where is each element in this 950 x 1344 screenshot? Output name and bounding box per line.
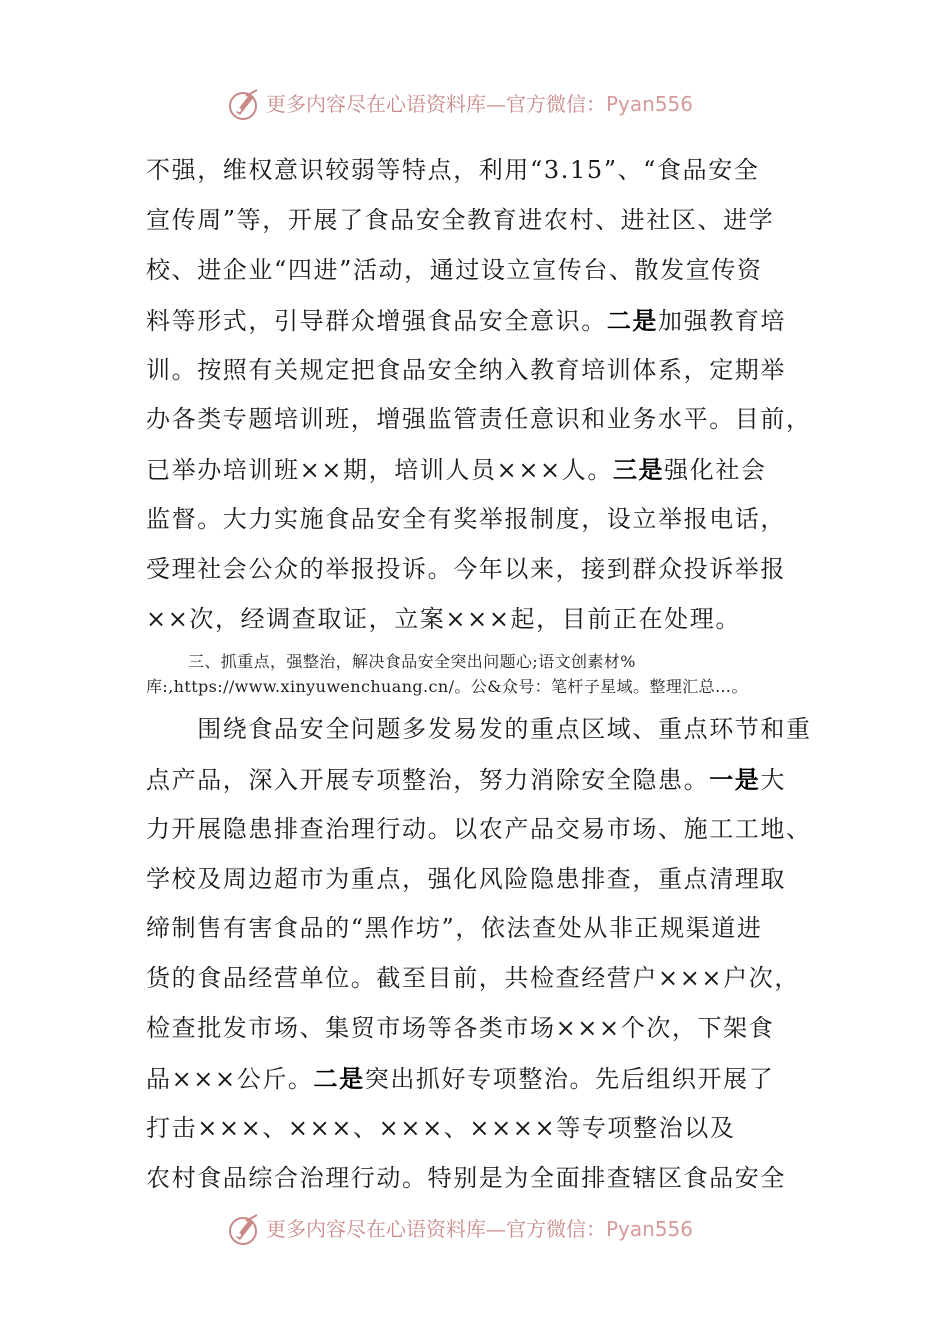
text-segment: 已举办培训班××期，培训人员×××人。 [146,456,613,485]
text-line [146,146,806,196]
text-line [146,904,806,954]
section-heading [146,649,806,699]
document-body [146,146,812,1204]
pen-nib-circle-icon [226,1211,262,1247]
text-line [146,196,806,246]
text-line [146,954,806,1004]
text-segment: 料等形式，引导群众增强食品安全意识。 [146,306,607,335]
text-segment: 农村食品综合治理行动。特别是为全面排查辖区食品安全 [146,1163,786,1192]
watermark-banner-top [0,84,950,124]
emphasis-marker: 二是 [606,305,659,335]
text-line [146,495,806,545]
watermark-text: 更多内容尽在心语资料库—官方微信：Pyan556 [266,1217,694,1241]
text-segment: ××次，经调查取证，立案×××起，目前正在处理。 [146,605,741,634]
text-line [146,855,806,905]
text-line [146,395,812,445]
wechat-id: Pyan556 [606,92,694,116]
watermark-text: 更多内容尽在心语资料库—官方微信：Pyan556 [266,92,694,116]
heading-line: 三、抓重点，强整治，解决食品安全突出问题心;语文创素材% [188,651,636,671]
emphasis-marker: 一是 [709,764,761,794]
text-line [146,1104,806,1154]
text-segment: 训。按照有关规定把食品安全纳入教育培训体系，定期举 [146,355,786,384]
text-segment: 校、进企业“四进”活动，通过设立宣传台、散发宣传资 [146,255,763,284]
text-segment: 宣传周”等，开展了食品安全教育进农村、进社区、进学 [146,205,775,234]
text-line [146,755,806,805]
text-segment: 加强教育培 [658,306,787,335]
text-line [146,705,812,755]
pen-nib-circle-icon [226,86,262,122]
heading-line: 库:,https://www.xinyuwenchuang.cn/。公&众号：笔杆子星域。整理汇总…。 [146,676,748,696]
watermark-banner-bottom [0,1209,950,1249]
text-line [146,346,806,396]
text-line [146,1154,806,1204]
text-line [146,595,806,645]
text-line [146,1054,806,1104]
text-segment: 围绕食品安全问题多发易发的重点区域、重点环节和重 [146,714,812,743]
text-line [146,445,806,495]
text-segment: 不强，维权意识较弱等特点，利用“3.15”、“食品安全 [146,156,760,184]
text-line [146,246,806,296]
text-segment: 强化社会 [664,456,767,485]
text-segment: 受理社会公众的举报投诉。今年以来，接到群众投诉举报 [146,555,786,584]
text-segment: 学校及周边超市为重点，强化风险隐患排查，重点清理取 [146,864,786,893]
text-segment: 缔制售有害食品的“黑作坊”，依法查处从非正规渠道进 [146,914,763,943]
text-segment: 点产品，深入开展专项整治，努力消除安全隐患。 [146,765,710,794]
text-segment: 办各类专题培训班，增强监管责任意识和业务水平。目前， [146,405,812,434]
text-line [146,1004,806,1054]
wechat-id: Pyan556 [606,1217,694,1241]
text-segment: 货的食品经营单位。截至目前，共检查经营户×××户次， [146,964,800,993]
text-segment: 监督。大力实施食品安全有奖举报制度，设立举报电话， [146,505,786,534]
text-line [146,296,806,346]
text-segment: 大 [760,765,787,794]
text-segment: 打击×××、×××、×××、××××等专项整治以及 [146,1114,736,1143]
text-line [146,545,806,595]
text-segment: 检查批发市场、集贸市场等各类市场×××个次，下架食 [146,1014,775,1043]
text-segment: 品×××公斤。 [146,1065,314,1094]
text-segment: 突出抓好专项整治。先后组织开展了 [364,1065,775,1094]
text-line [146,805,812,855]
paragraph-education [146,146,812,645]
emphasis-marker: 三是 [612,455,665,485]
emphasis-marker: 二是 [313,1064,365,1094]
paragraph-rectification [146,705,812,1204]
text-segment: 力开展隐患排查治理行动。以农产品交易市场、施工工地、 [146,814,812,843]
